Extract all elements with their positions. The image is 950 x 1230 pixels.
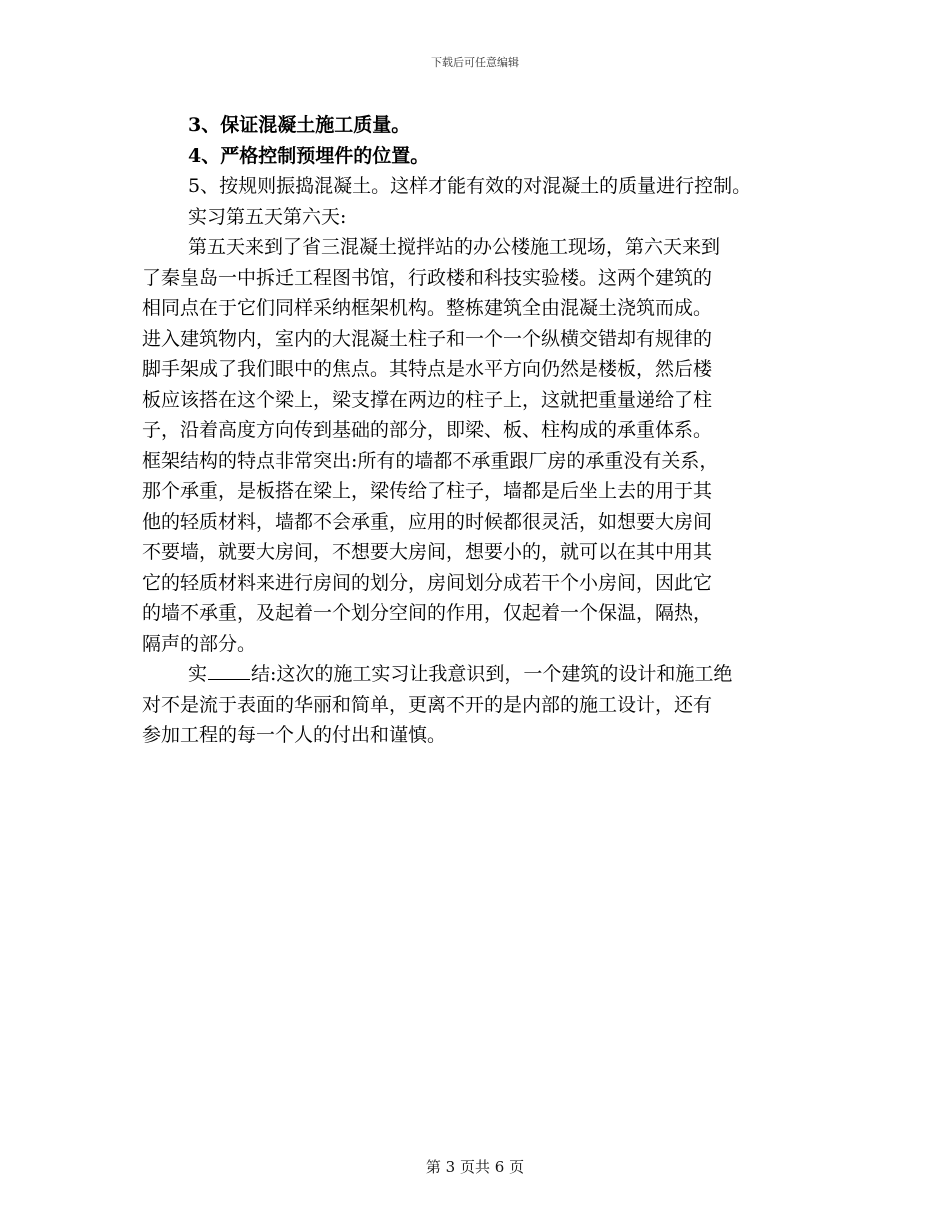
paragraph-line: 相同点在于它们同样采纳框架机构。整栋建筑全由混凝土浇筑而成。 bbox=[142, 297, 713, 319]
paragraph-line: 脚手架成了我们眼中的焦点。其特点是水平方向仍然是楼板，然后楼 bbox=[142, 358, 713, 380]
summary-prefix: 实 bbox=[188, 663, 208, 685]
summary-text: 结:这次的施工实习让我意识到，一个建筑的设计和施工绝 bbox=[251, 663, 733, 685]
paragraph-line: 第五天来到了省三混凝土搅拌站的办公楼施工现场，第六天来到 bbox=[188, 236, 721, 258]
underline-blank bbox=[208, 678, 250, 680]
paragraph-line: 子，沿着高度方向传到基础的部分，即梁、板、柱构成的承重体系。 bbox=[142, 419, 713, 441]
paragraph-line: 不要墙，就要大房间，不想要大房间，想要小的，就可以在其中用其 bbox=[142, 541, 713, 563]
paragraph-line: 他的轻质材料，墙都不会承重，应用的时候都很灵活，如想要大房间 bbox=[142, 510, 713, 533]
list-item-4: 4、严格控制预埋件的位置。 bbox=[188, 144, 430, 167]
page-number: 第 3 页共 6 页 bbox=[425, 1158, 525, 1176]
section-title: 实习第五天第六天: bbox=[188, 205, 347, 228]
paragraph-line: 了秦皇岛一中拆迁工程图书馆，行政楼和科技实验楼。这两个建筑的 bbox=[142, 266, 713, 289]
paragraph-line: 它的轻质材料来进行房间的划分，房间划分成若干个小房间，因此它 bbox=[142, 571, 713, 594]
paragraph-line: 进入建筑物内，室内的大混凝土柱子和一个一个纵横交错却有规律的 bbox=[142, 327, 713, 350]
summary-line: 对不是流于表面的华丽和简单，更离不开的是内部的施工设计，还有 bbox=[142, 693, 713, 716]
list-item-3: 3、保证混凝土施工质量。 bbox=[188, 114, 411, 136]
paragraph-line: 板应该搭在这个梁上，梁支撑在两边的柱子上，这就把重量递给了柱 bbox=[142, 388, 713, 411]
page-header: 下载后可任意编辑 bbox=[431, 56, 519, 69]
summary-line: 参加工程的每一个人的付出和谨慎。 bbox=[142, 724, 447, 746]
paragraph-line: 隔声的部分。 bbox=[142, 632, 257, 655]
list-item-5: 5、按规则振捣混凝土。这样才能有效的对混凝土的质量进行控制。 bbox=[188, 175, 752, 197]
paragraph-line: 那个承重，是板搭在梁上，梁传给了柱子，墙都是后坐上去的用于其 bbox=[142, 480, 713, 502]
document-body bbox=[142, 110, 832, 751]
paragraph-line: 的墙不承重，及起着一个划分空间的作用，仅起着一个保温，隔热， bbox=[142, 602, 713, 624]
summary-line bbox=[142, 659, 832, 690]
paragraph-line: 框架结构的特点非常突出:所有的墙都不承重跟厂房的承重没有关系， bbox=[142, 449, 719, 472]
